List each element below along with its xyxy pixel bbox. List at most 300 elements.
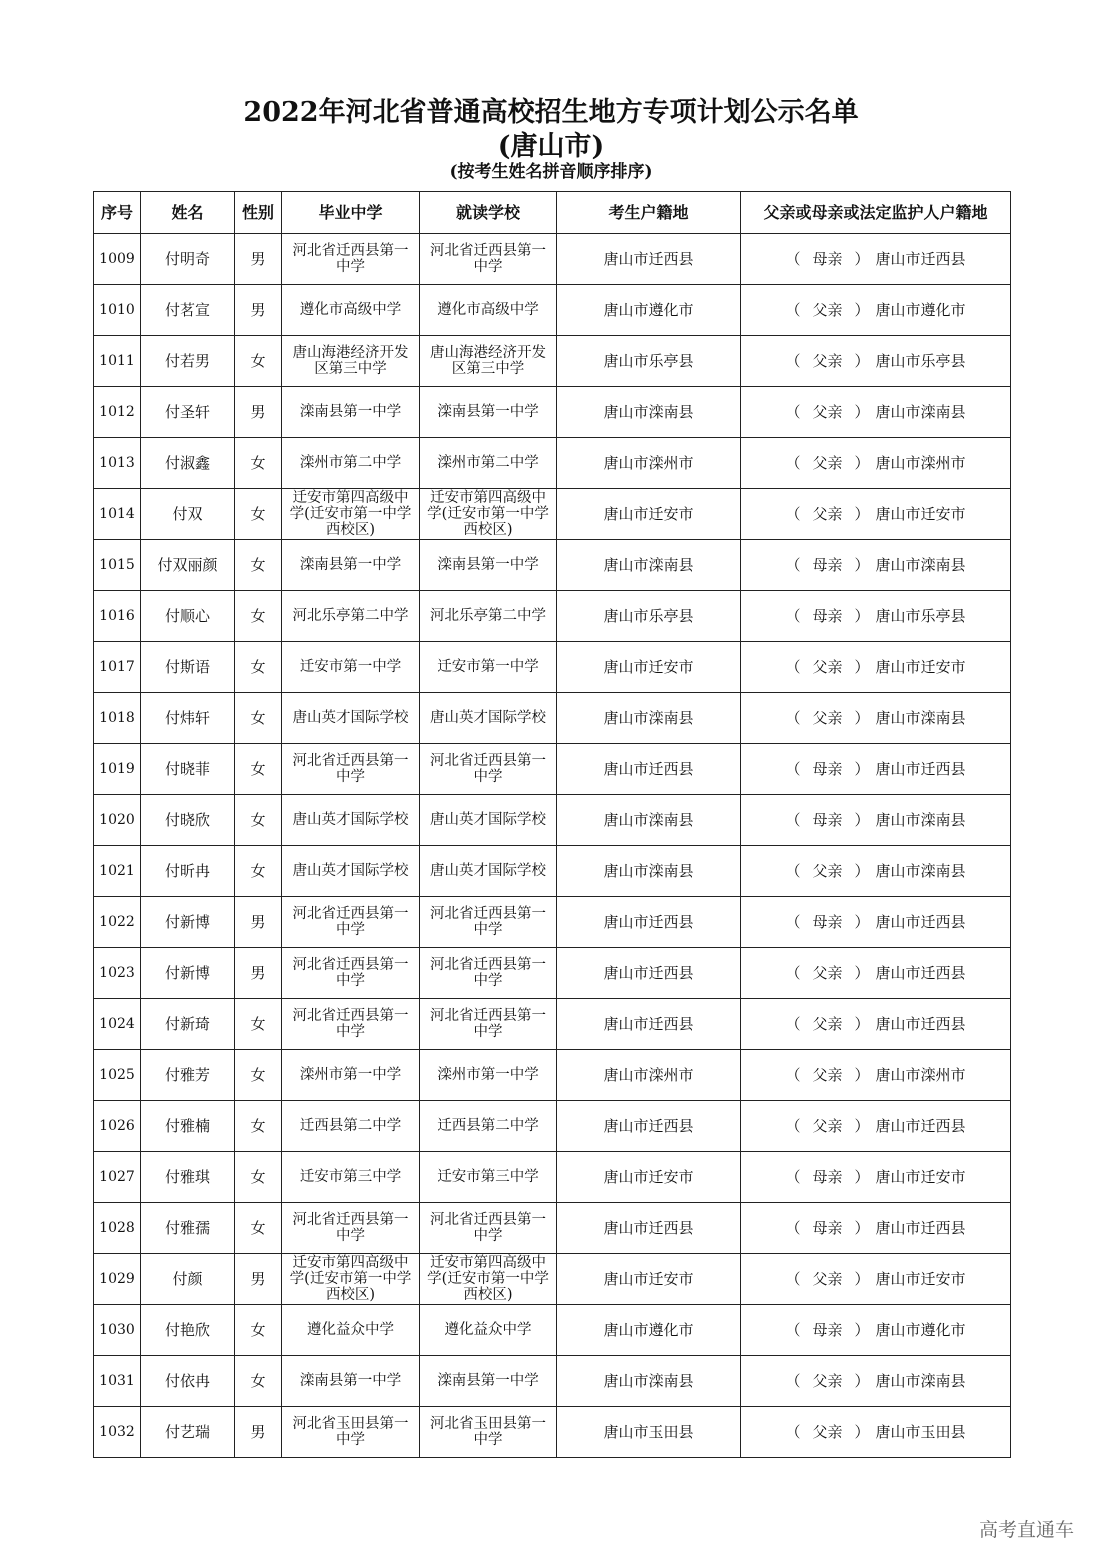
paren-close: ） xyxy=(854,913,870,931)
relation-label: 母亲 xyxy=(812,811,843,829)
cell-name: 付艺瑞 xyxy=(141,1407,235,1458)
cell-hukou: 唐山市滦南县 xyxy=(557,387,741,438)
cell-parent-hukou xyxy=(741,1152,1011,1203)
cell-seq: 1016 xyxy=(94,591,141,642)
table-row xyxy=(94,948,1011,999)
table-row xyxy=(94,285,1011,336)
cell-gender: 女 xyxy=(235,438,282,489)
column-header: 姓名 xyxy=(141,192,235,234)
cell-seq: 1011 xyxy=(94,336,141,387)
parent-hukou-value: 唐山市滦南县 xyxy=(875,403,966,421)
cell-graduated-school: 河北省迁西县第一中学 xyxy=(282,1203,420,1254)
relation-label: 父亲 xyxy=(812,1270,843,1288)
cell-hukou: 唐山市迁西县 xyxy=(557,948,741,999)
paren-open: （ xyxy=(785,760,801,778)
cell-gender: 男 xyxy=(235,948,282,999)
cell-name: 付昕冉 xyxy=(141,846,235,897)
paren-close: ） xyxy=(854,658,870,676)
paren-open: （ xyxy=(785,301,801,319)
parent-hukou-value: 唐山市玉田县 xyxy=(875,1423,966,1441)
sort-note: (按考生姓名拼音顺序排序) xyxy=(449,162,653,182)
cell-gender: 女 xyxy=(235,489,282,540)
relation-label: 母亲 xyxy=(812,607,843,625)
cell-seq: 1026 xyxy=(94,1101,141,1152)
parent-hukou-value: 唐山市滦州市 xyxy=(875,454,966,472)
paren-open: （ xyxy=(785,1321,801,1339)
cell-name: 付淑鑫 xyxy=(141,438,235,489)
relation-label: 母亲 xyxy=(812,250,843,268)
cell-seq: 1015 xyxy=(94,540,141,591)
paren-open: （ xyxy=(785,709,801,727)
parent-hukou-value: 唐山市滦州市 xyxy=(875,1066,966,1084)
cell-parent-hukou xyxy=(741,540,1011,591)
parent-hukou-value: 唐山市迁西县 xyxy=(875,1015,966,1033)
parent-hukou-value: 唐山市迁安市 xyxy=(875,1168,966,1186)
cell-graduated-school: 唐山英才国际学校 xyxy=(282,795,420,846)
cell-parent-hukou xyxy=(741,234,1011,285)
cell-hukou: 唐山市滦州市 xyxy=(557,1050,741,1101)
cell-current-school: 迁安市第三中学 xyxy=(420,1152,557,1203)
table-row xyxy=(94,744,1011,795)
cell-name: 付顺心 xyxy=(141,591,235,642)
parent-hukou-value: 唐山市迁西县 xyxy=(875,760,966,778)
page-subtitle: (唐山市) xyxy=(497,131,605,162)
table-row xyxy=(94,999,1011,1050)
cell-hukou: 唐山市迁安市 xyxy=(557,642,741,693)
table-row xyxy=(94,1254,1011,1305)
cell-gender: 女 xyxy=(235,336,282,387)
cell-hukou: 唐山市滦南县 xyxy=(557,540,741,591)
relation-label: 父亲 xyxy=(812,403,843,421)
table-row xyxy=(94,489,1011,540)
relation-label: 父亲 xyxy=(812,964,843,982)
cell-parent-hukou xyxy=(741,1305,1011,1356)
relation-label: 母亲 xyxy=(812,760,843,778)
cell-gender: 女 xyxy=(235,1101,282,1152)
cell-parent-hukou xyxy=(741,1101,1011,1152)
paren-open: （ xyxy=(785,1015,801,1033)
cell-current-school: 河北省迁西县第一中学 xyxy=(420,1203,557,1254)
column-header: 父亲或母亲或法定监护人户籍地 xyxy=(741,192,1011,234)
cell-current-school: 遵化市高级中学 xyxy=(420,285,557,336)
table-row xyxy=(94,1050,1011,1101)
cell-current-school: 河北省迁西县第一中学 xyxy=(420,948,557,999)
cell-graduated-school: 河北乐亭第二中学 xyxy=(282,591,420,642)
cell-hukou: 唐山市滦南县 xyxy=(557,795,741,846)
table-row xyxy=(94,846,1011,897)
relation-label: 父亲 xyxy=(812,862,843,880)
cell-graduated-school: 河北省迁西县第一中学 xyxy=(282,999,420,1050)
cell-seq: 1012 xyxy=(94,387,141,438)
cell-name: 付圣轩 xyxy=(141,387,235,438)
paren-close: ） xyxy=(854,505,870,523)
cell-gender: 女 xyxy=(235,1305,282,1356)
table-row xyxy=(94,591,1011,642)
cell-gender: 男 xyxy=(235,387,282,438)
table-row xyxy=(94,234,1011,285)
parent-hukou-value: 唐山市乐亭县 xyxy=(875,352,966,370)
cell-seq: 1023 xyxy=(94,948,141,999)
cell-hukou: 唐山市玉田县 xyxy=(557,1407,741,1458)
table-body xyxy=(94,234,1011,1458)
table-row xyxy=(94,693,1011,744)
cell-parent-hukou xyxy=(741,336,1011,387)
parent-hukou-value: 唐山市滦南县 xyxy=(875,811,966,829)
table-row xyxy=(94,1203,1011,1254)
paren-open: （ xyxy=(785,403,801,421)
cell-name: 付雅孺 xyxy=(141,1203,235,1254)
cell-parent-hukou xyxy=(741,744,1011,795)
cell-hukou: 唐山市迁西县 xyxy=(557,234,741,285)
cell-current-school: 河北省迁西县第一中学 xyxy=(420,234,557,285)
paren-open: （ xyxy=(785,1066,801,1084)
cell-graduated-school: 遵化市高级中学 xyxy=(282,285,420,336)
roster-table xyxy=(93,191,1011,1458)
cell-current-school: 唐山海港经济开发区第三中学 xyxy=(420,336,557,387)
cell-name: 付双 xyxy=(141,489,235,540)
paren-open: （ xyxy=(785,964,801,982)
relation-label: 父亲 xyxy=(812,1015,843,1033)
parent-hukou-value: 唐山市遵化市 xyxy=(875,301,966,319)
paren-open: （ xyxy=(785,505,801,523)
cell-current-school: 河北省迁西县第一中学 xyxy=(420,999,557,1050)
paren-open: （ xyxy=(785,250,801,268)
relation-label: 父亲 xyxy=(812,1423,843,1441)
paren-close: ） xyxy=(854,1321,870,1339)
cell-seq: 1031 xyxy=(94,1356,141,1407)
cell-name: 付若男 xyxy=(141,336,235,387)
paren-close: ） xyxy=(854,1219,870,1237)
cell-graduated-school: 迁安市第四高级中学(迁安市第一中学西校区) xyxy=(282,1254,420,1305)
cell-gender: 男 xyxy=(235,1407,282,1458)
cell-hukou: 唐山市滦南县 xyxy=(557,693,741,744)
cell-seq: 1024 xyxy=(94,999,141,1050)
cell-current-school: 河北省迁西县第一中学 xyxy=(420,744,557,795)
table-row xyxy=(94,642,1011,693)
cell-current-school: 迁西县第二中学 xyxy=(420,1101,557,1152)
paren-close: ） xyxy=(854,1270,870,1288)
parent-hukou-value: 唐山市迁安市 xyxy=(875,658,966,676)
cell-name: 付明奇 xyxy=(141,234,235,285)
watermark: 高考直通车 xyxy=(978,1519,1074,1541)
parent-hukou-value: 唐山市迁西县 xyxy=(875,964,966,982)
parent-hukou-value: 唐山市迁西县 xyxy=(875,913,966,931)
cell-current-school: 迁安市第四高级中学(迁安市第一中学西校区) xyxy=(420,1254,557,1305)
cell-hukou: 唐山市迁西县 xyxy=(557,744,741,795)
paren-open: （ xyxy=(785,1168,801,1186)
cell-current-school: 河北省玉田县第一中学 xyxy=(420,1407,557,1458)
parent-hukou-value: 唐山市滦南县 xyxy=(875,862,966,880)
paren-open: （ xyxy=(785,454,801,472)
cell-name: 付新琦 xyxy=(141,999,235,1050)
cell-seq: 1027 xyxy=(94,1152,141,1203)
cell-parent-hukou xyxy=(741,1356,1011,1407)
paren-open: （ xyxy=(785,811,801,829)
cell-hukou: 唐山市遵化市 xyxy=(557,1305,741,1356)
cell-seq: 1025 xyxy=(94,1050,141,1101)
paren-close: ） xyxy=(854,709,870,727)
cell-current-school: 滦南县第一中学 xyxy=(420,1356,557,1407)
paren-close: ） xyxy=(854,811,870,829)
paren-close: ） xyxy=(854,403,870,421)
cell-hukou: 唐山市迁西县 xyxy=(557,999,741,1050)
cell-graduated-school: 河北省迁西县第一中学 xyxy=(282,744,420,795)
cell-gender: 女 xyxy=(235,744,282,795)
cell-name: 付颜 xyxy=(141,1254,235,1305)
paren-open: （ xyxy=(785,1270,801,1288)
cell-name: 付炜轩 xyxy=(141,693,235,744)
cell-parent-hukou xyxy=(741,999,1011,1050)
cell-name: 付艳欣 xyxy=(141,1305,235,1356)
cell-gender: 女 xyxy=(235,846,282,897)
cell-seq: 1030 xyxy=(94,1305,141,1356)
cell-current-school: 滦州市第二中学 xyxy=(420,438,557,489)
cell-graduated-school: 迁安市第四高级中学(迁安市第一中学西校区) xyxy=(282,489,420,540)
cell-seq: 1020 xyxy=(94,795,141,846)
cell-graduated-school: 迁安市第一中学 xyxy=(282,642,420,693)
cell-parent-hukou xyxy=(741,1050,1011,1101)
paren-open: （ xyxy=(785,1219,801,1237)
parent-hukou-value: 唐山市乐亭县 xyxy=(875,607,966,625)
paren-open: （ xyxy=(785,658,801,676)
parent-hukou-value: 唐山市迁安市 xyxy=(875,1270,966,1288)
cell-hukou: 唐山市乐亭县 xyxy=(557,336,741,387)
cell-name: 付依冉 xyxy=(141,1356,235,1407)
cell-current-school: 唐山英才国际学校 xyxy=(420,693,557,744)
paren-close: ） xyxy=(854,862,870,880)
cell-graduated-school: 滦南县第一中学 xyxy=(282,1356,420,1407)
column-header: 考生户籍地 xyxy=(557,192,741,234)
cell-parent-hukou xyxy=(741,1254,1011,1305)
cell-current-school: 唐山英才国际学校 xyxy=(420,795,557,846)
paren-close: ） xyxy=(854,1423,870,1441)
cell-graduated-school: 河北省迁西县第一中学 xyxy=(282,897,420,948)
cell-gender: 男 xyxy=(235,1254,282,1305)
cell-parent-hukou xyxy=(741,693,1011,744)
cell-seq: 1014 xyxy=(94,489,141,540)
cell-hukou: 唐山市滦南县 xyxy=(557,846,741,897)
cell-gender: 女 xyxy=(235,591,282,642)
table-row xyxy=(94,795,1011,846)
relation-label: 母亲 xyxy=(812,1219,843,1237)
relation-label: 父亲 xyxy=(812,1372,843,1390)
cell-hukou: 唐山市滦南县 xyxy=(557,1356,741,1407)
cell-current-school: 滦南县第一中学 xyxy=(420,387,557,438)
relation-label: 父亲 xyxy=(812,505,843,523)
paren-close: ） xyxy=(854,1015,870,1033)
paren-open: （ xyxy=(785,862,801,880)
table-row xyxy=(94,1101,1011,1152)
paren-close: ） xyxy=(854,556,870,574)
cell-hukou: 唐山市迁安市 xyxy=(557,489,741,540)
cell-current-school: 遵化益众中学 xyxy=(420,1305,557,1356)
cell-current-school: 河北乐亭第二中学 xyxy=(420,591,557,642)
cell-graduated-school: 唐山英才国际学校 xyxy=(282,693,420,744)
relation-label: 母亲 xyxy=(812,1321,843,1339)
cell-name: 付晓欣 xyxy=(141,795,235,846)
paren-close: ） xyxy=(854,1117,870,1135)
cell-seq: 1032 xyxy=(94,1407,141,1458)
cell-current-school: 滦南县第一中学 xyxy=(420,540,557,591)
cell-graduated-school: 遵化益众中学 xyxy=(282,1305,420,1356)
cell-name: 付双丽颜 xyxy=(141,540,235,591)
cell-parent-hukou xyxy=(741,438,1011,489)
table-row xyxy=(94,1152,1011,1203)
parent-hukou-value: 唐山市滦南县 xyxy=(875,709,966,727)
parent-hukou-value: 唐山市迁西县 xyxy=(875,1117,966,1135)
relation-label: 父亲 xyxy=(812,352,843,370)
table-row xyxy=(94,336,1011,387)
cell-graduated-school: 河北省迁西县第一中学 xyxy=(282,948,420,999)
parent-hukou-value: 唐山市滦南县 xyxy=(875,556,966,574)
table-row xyxy=(94,540,1011,591)
cell-hukou: 唐山市乐亭县 xyxy=(557,591,741,642)
table-row xyxy=(94,897,1011,948)
cell-parent-hukou xyxy=(741,489,1011,540)
cell-seq: 1018 xyxy=(94,693,141,744)
paren-open: （ xyxy=(785,352,801,370)
parent-hukou-value: 唐山市迁西县 xyxy=(875,250,966,268)
cell-graduated-school: 迁安市第三中学 xyxy=(282,1152,420,1203)
cell-hukou: 唐山市迁西县 xyxy=(557,897,741,948)
relation-label: 母亲 xyxy=(812,1168,843,1186)
cell-parent-hukou xyxy=(741,948,1011,999)
cell-gender: 男 xyxy=(235,234,282,285)
cell-current-school: 河北省迁西县第一中学 xyxy=(420,897,557,948)
cell-seq: 1013 xyxy=(94,438,141,489)
cell-hukou: 唐山市迁安市 xyxy=(557,1254,741,1305)
cell-parent-hukou xyxy=(741,285,1011,336)
cell-gender: 女 xyxy=(235,642,282,693)
column-header: 就读学校 xyxy=(420,192,557,234)
relation-label: 母亲 xyxy=(812,556,843,574)
paren-open: （ xyxy=(785,1372,801,1390)
relation-label: 父亲 xyxy=(812,1117,843,1135)
cell-parent-hukou xyxy=(741,642,1011,693)
parent-hukou-value: 唐山市迁西县 xyxy=(875,1219,966,1237)
table-row xyxy=(94,1356,1011,1407)
cell-gender: 男 xyxy=(235,285,282,336)
paren-open: （ xyxy=(785,1117,801,1135)
cell-seq: 1021 xyxy=(94,846,141,897)
cell-parent-hukou xyxy=(741,897,1011,948)
cell-name: 付茗宣 xyxy=(141,285,235,336)
cell-name: 付雅楠 xyxy=(141,1101,235,1152)
table-row xyxy=(94,1305,1011,1356)
cell-graduated-school: 河北省迁西县第一中学 xyxy=(282,234,420,285)
cell-seq: 1029 xyxy=(94,1254,141,1305)
paren-open: （ xyxy=(785,1423,801,1441)
cell-gender: 女 xyxy=(235,1152,282,1203)
parent-hukou-value: 唐山市遵化市 xyxy=(875,1321,966,1339)
paren-close: ） xyxy=(854,1066,870,1084)
table-row xyxy=(94,438,1011,489)
paren-close: ） xyxy=(854,964,870,982)
cell-graduated-school: 唐山海港经济开发区第三中学 xyxy=(282,336,420,387)
cell-gender: 女 xyxy=(235,1203,282,1254)
cell-graduated-school: 河北省玉田县第一中学 xyxy=(282,1407,420,1458)
relation-label: 母亲 xyxy=(812,913,843,931)
cell-gender: 女 xyxy=(235,540,282,591)
cell-seq: 1017 xyxy=(94,642,141,693)
column-header: 性别 xyxy=(235,192,282,234)
cell-name: 付新博 xyxy=(141,897,235,948)
cell-hukou: 唐山市迁安市 xyxy=(557,1152,741,1203)
cell-graduated-school: 滦州市第一中学 xyxy=(282,1050,420,1101)
table-row xyxy=(94,1407,1011,1458)
cell-graduated-school: 迁西县第二中学 xyxy=(282,1101,420,1152)
cell-graduated-school: 滦州市第二中学 xyxy=(282,438,420,489)
paren-open: （ xyxy=(785,556,801,574)
page-title: 2022年河北省普通高校招生地方专项计划公示名单 xyxy=(243,97,859,128)
cell-gender: 女 xyxy=(235,795,282,846)
cell-gender: 女 xyxy=(235,693,282,744)
relation-label: 父亲 xyxy=(812,658,843,676)
cell-current-school: 迁安市第一中学 xyxy=(420,642,557,693)
cell-name: 付新博 xyxy=(141,948,235,999)
cell-gender: 女 xyxy=(235,1050,282,1101)
paren-close: ） xyxy=(854,352,870,370)
cell-seq: 1019 xyxy=(94,744,141,795)
cell-graduated-school: 滦南县第一中学 xyxy=(282,540,420,591)
table-row xyxy=(94,387,1011,438)
cell-seq: 1028 xyxy=(94,1203,141,1254)
column-header: 序号 xyxy=(94,192,141,234)
paren-close: ） xyxy=(854,1168,870,1186)
cell-hukou: 唐山市迁西县 xyxy=(557,1101,741,1152)
cell-parent-hukou xyxy=(741,1203,1011,1254)
cell-gender: 男 xyxy=(235,897,282,948)
cell-seq: 1010 xyxy=(94,285,141,336)
cell-parent-hukou xyxy=(741,387,1011,438)
cell-gender: 女 xyxy=(235,1356,282,1407)
relation-label: 父亲 xyxy=(812,454,843,472)
cell-graduated-school: 滦南县第一中学 xyxy=(282,387,420,438)
column-header: 毕业中学 xyxy=(282,192,420,234)
cell-current-school: 滦州市第一中学 xyxy=(420,1050,557,1101)
paren-close: ） xyxy=(854,760,870,778)
cell-graduated-school: 唐山英才国际学校 xyxy=(282,846,420,897)
cell-hukou: 唐山市滦州市 xyxy=(557,438,741,489)
cell-gender: 女 xyxy=(235,999,282,1050)
paren-close: ） xyxy=(854,454,870,472)
cell-parent-hukou xyxy=(741,1407,1011,1458)
cell-current-school: 唐山英才国际学校 xyxy=(420,846,557,897)
cell-parent-hukou xyxy=(741,795,1011,846)
cell-seq: 1022 xyxy=(94,897,141,948)
cell-name: 付晓菲 xyxy=(141,744,235,795)
cell-hukou: 唐山市遵化市 xyxy=(557,285,741,336)
cell-name: 付雅芳 xyxy=(141,1050,235,1101)
paren-close: ） xyxy=(854,1372,870,1390)
paren-open: （ xyxy=(785,913,801,931)
cell-name: 付斯语 xyxy=(141,642,235,693)
cell-hukou: 唐山市迁西县 xyxy=(557,1203,741,1254)
paren-open: （ xyxy=(785,607,801,625)
parent-hukou-value: 唐山市滦南县 xyxy=(875,1372,966,1390)
relation-label: 父亲 xyxy=(812,1066,843,1084)
cell-name: 付雅琪 xyxy=(141,1152,235,1203)
table-header-row xyxy=(94,192,1011,234)
paren-close: ） xyxy=(854,301,870,319)
relation-label: 父亲 xyxy=(812,301,843,319)
cell-parent-hukou xyxy=(741,591,1011,642)
cell-seq: 1009 xyxy=(94,234,141,285)
paren-close: ） xyxy=(854,607,870,625)
cell-current-school: 迁安市第四高级中学(迁安市第一中学西校区) xyxy=(420,489,557,540)
cell-parent-hukou xyxy=(741,846,1011,897)
paren-close: ） xyxy=(854,250,870,268)
